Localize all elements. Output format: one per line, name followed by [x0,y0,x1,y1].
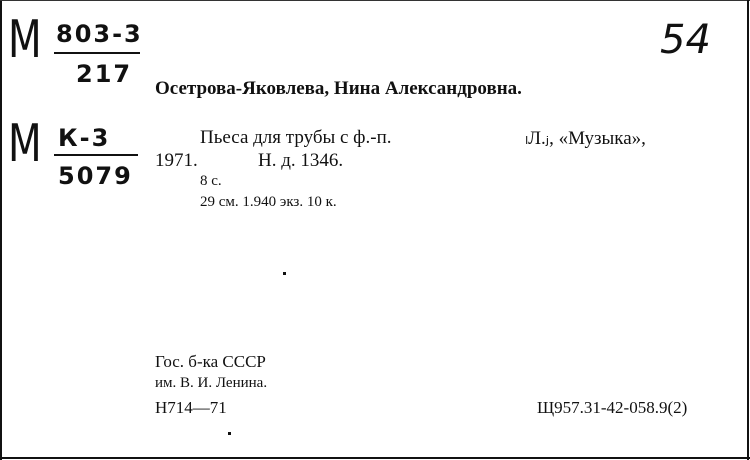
classification-index: Щ957.31-42-058.9(2) [537,398,688,417]
card-left-border [0,0,2,460]
shelf-code-2-top: К-3 [58,124,111,152]
author-heading: Осетрова-Яковлева, Нина Александровна. [155,78,522,99]
shelf-code-2-bottom: 5079 [58,162,133,190]
shelf-code-1-top: 803-3 [56,20,143,48]
plate-number: Н. д. 1346. [258,150,344,171]
mark-dot-1 [283,272,286,275]
order-code: Н714—71 [155,398,227,417]
shelf-code-1-bottom: 217 [76,60,133,88]
publication-year: 1971. [155,150,198,171]
title-statement: Пьеса для трубы с ф.-п. [200,127,392,148]
library-name-line-2: им. В. И. Ленина. [155,375,268,391]
card-top-border [0,0,750,1]
call-letter-1: М [8,10,42,70]
call-letter-2: М [8,114,42,174]
publisher-statement: ₗЛ.ⱼ, «Музыка», [525,128,646,149]
page-count: 8 с. [200,173,222,189]
shelf-code-1-rule [54,52,140,54]
library-name-line-1: Гос. б-ка СССР [155,352,266,371]
card-right-border [747,0,749,460]
corner-number: 54 [660,17,711,63]
physical-description: 29 см. 1.940 экз. 10 к. [200,194,337,210]
mark-dot-2 [228,432,231,435]
card-bottom-border [0,457,750,459]
shelf-code-2-rule [54,154,138,156]
